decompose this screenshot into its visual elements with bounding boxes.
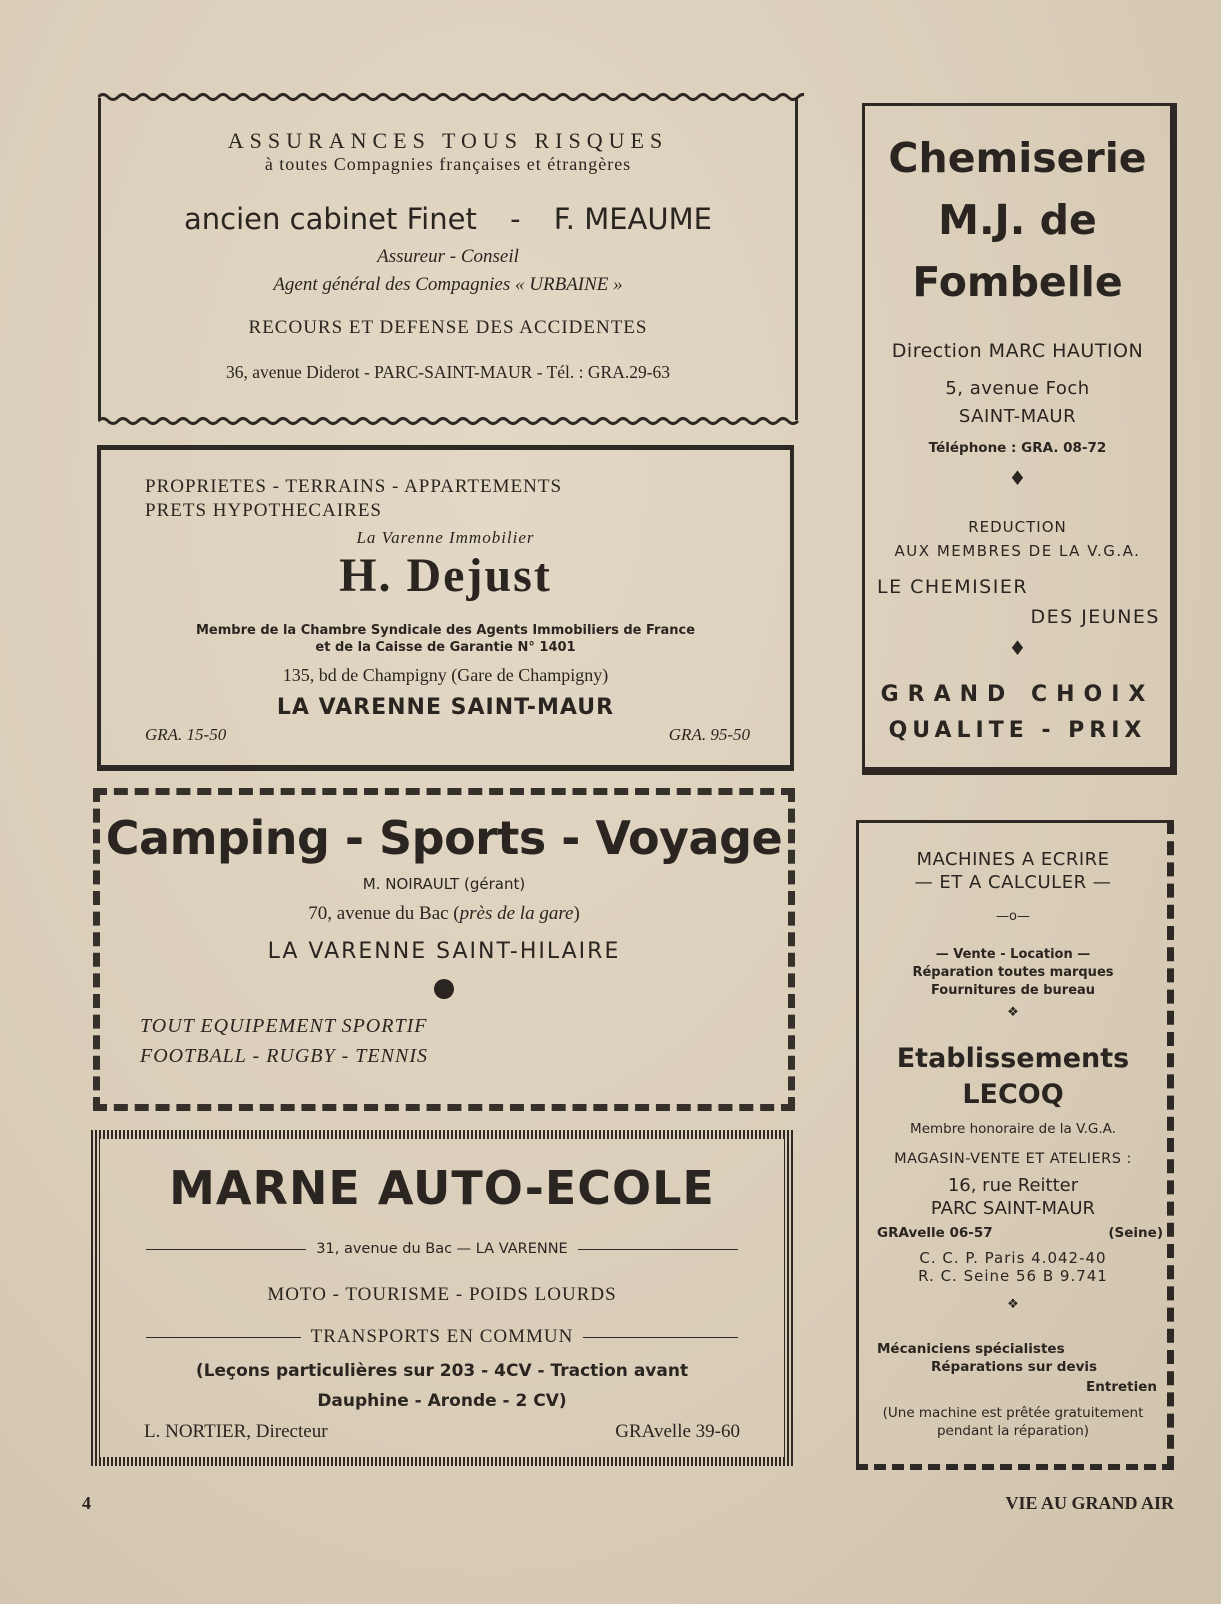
phone-1: GRA. 15-50 <box>145 725 227 744</box>
choice-2: QUALITE - PRIX <box>888 718 1147 743</box>
loan-1: (Une machine est prêtée gratuitement <box>882 1405 1144 1421</box>
address: 36, avenue Diderot - PARC-SAINT-MAUR - Tél. : GRA.29-63 <box>225 362 671 382</box>
address: 5, avenue Foch <box>945 378 1090 399</box>
address: 135, bd de Champigny (Gare de Champigny) <box>282 665 609 685</box>
separator: —o— <box>996 909 1030 924</box>
street: 16, rue Reitter <box>947 1175 1079 1196</box>
repair: Réparation toutes marques <box>912 965 1114 980</box>
membership-2: et de la Caisse de Garantie N° 1401 <box>315 640 576 655</box>
city: LA VARENNE SAINT-HILAIRE <box>267 939 621 964</box>
reduction-2: AUX MEMBRES DE LA V.G.A. <box>894 542 1141 560</box>
ccp: C. C. P. Paris 4.042-40 <box>919 1249 1107 1267</box>
title: MARNE AUTO-ECOLE <box>169 1161 715 1215</box>
services-1: MOTO - TOURISME - POIDS LOURDS <box>267 1284 617 1305</box>
ad-camping <box>93 788 795 1111</box>
ad-autoecole <box>91 1130 793 1466</box>
city: SAINT-MAUR <box>958 406 1077 427</box>
name-right: F. MEAUME <box>553 202 712 236</box>
wavy-border-bottom <box>98 416 804 426</box>
business-name <box>101 202 795 236</box>
phone: Téléphone : GRA. 08-72 <box>928 440 1107 456</box>
owner-name: H. Dejust <box>339 549 552 602</box>
wavy-border-top <box>98 92 804 102</box>
name-left: ancien cabinet Finet <box>184 202 477 236</box>
city: LA VARENNE SAINT-MAUR <box>276 695 615 720</box>
lessons-2: Dauphine - Aronde - 2 CV) <box>317 1391 567 1411</box>
page-number: 4 <box>82 1493 91 1513</box>
rc: R. C. Seine 56 B 9.741 <box>918 1267 1108 1285</box>
phone-2: GRA. 95-50 <box>668 725 750 744</box>
ad-lecoq <box>856 820 1174 1470</box>
manager: M. NOIRAULT (gérant) <box>362 875 526 893</box>
supplies: Fournitures de bureau <box>930 983 1096 998</box>
headline-1: MACHINES A ECRIRE <box>916 849 1110 870</box>
choice-1: GRAND CHOIX <box>880 682 1155 707</box>
title: Camping - Sports - Voyage <box>105 811 783 865</box>
address-close: ) <box>573 903 580 924</box>
company-name-1: Etablissements <box>896 1043 1130 1074</box>
agency: La Varenne Immobilier <box>356 528 535 547</box>
city: PARC SAINT-MAUR <box>930 1198 1096 1219</box>
address <box>100 903 788 925</box>
phone: GRAvelle 06-57 <box>877 1225 993 1241</box>
publication-name: VIE AU GRAND AIR <box>1005 1493 1174 1513</box>
lessons-1: (Leçons particulières sur 203 - 4CV - Traction avant <box>195 1361 689 1381</box>
mechanics-1: Mécaniciens spécialistes <box>877 1341 1065 1357</box>
slogan-1: LE CHEMISIER <box>877 576 1029 598</box>
agent-line: Agent général des Compagnies « URBAINE » <box>273 274 623 295</box>
mechanics-2: Réparations sur devis <box>931 1359 1098 1375</box>
title-3: Fombelle <box>912 258 1123 306</box>
rule-left <box>146 1249 306 1250</box>
address-main: 70, avenue du Bac ( <box>308 903 460 924</box>
bullet-dot <box>434 979 454 999</box>
title-1: Chemiserie <box>888 134 1147 182</box>
ad-chemiserie <box>862 103 1177 775</box>
company-name-2: LECOQ <box>962 1079 1064 1110</box>
equipment-line: TOUT EQUIPEMENT SPORTIF <box>140 1015 428 1037</box>
membership-1: Membre de la Chambre Syndicale des Agents Immobiliers de France <box>195 623 696 638</box>
membership: Membre honoraire de la V.G.A. <box>910 1121 1116 1137</box>
rule-right-2 <box>583 1337 738 1338</box>
reduction-1: REDUCTION <box>968 518 1067 536</box>
ornament-2: ❖ <box>1007 1297 1019 1312</box>
headline-2: PRETS HYPOTHECAIRES <box>145 500 382 521</box>
shop: MAGASIN-VENTE ET ATELIERS : <box>894 1151 1132 1167</box>
name-separator: - <box>510 202 521 236</box>
role: Assureur - Conseil <box>377 246 519 267</box>
diamond-ornament-2: ♦ <box>1008 636 1027 660</box>
phone: GRAvelle 39-60 <box>615 1421 740 1442</box>
ad-realestate <box>97 445 794 771</box>
slogan-2: DES JEUNES <box>1030 606 1160 628</box>
ornament-1: ❖ <box>1007 1005 1019 1020</box>
region: (Seine) <box>1108 1225 1163 1241</box>
headline-1: PROPRIETES - TERRAINS - APPARTEMENTS <box>145 476 563 497</box>
subheadline: à toutes Compagnies françaises et étrangères <box>264 154 632 174</box>
ad-insurance <box>98 98 798 420</box>
headline: ASSURANCES TOUS RISQUES <box>227 128 669 153</box>
address-row <box>146 1241 738 1257</box>
address: 31, avenue du Bac — LA VARENNE <box>316 1241 568 1257</box>
diamond-ornament-1: ♦ <box>1008 466 1027 490</box>
headline-2: — ET A CALCULER — <box>914 872 1112 893</box>
mechanics-3: Entretien <box>1086 1379 1157 1395</box>
rule-right <box>578 1249 738 1250</box>
services-2: TRANSPORTS EN COMMUN <box>310 1326 574 1347</box>
services-row <box>146 1326 738 1348</box>
direction: Direction MARC HAUTION <box>891 340 1144 362</box>
loan-2: pendant la réparation) <box>936 1423 1090 1439</box>
recours-line: RECOURS ET DEFENSE DES ACCIDENTES <box>248 317 648 338</box>
address-note: près de la gare <box>459 903 574 924</box>
director: L. NORTIER, Directeur <box>144 1421 328 1442</box>
title-2: M.J. de <box>938 196 1097 244</box>
rule-left-2 <box>146 1337 301 1338</box>
sales: — Vente - Location — <box>935 947 1091 962</box>
sports-line: FOOTBALL - RUGBY - TENNIS <box>140 1045 428 1067</box>
